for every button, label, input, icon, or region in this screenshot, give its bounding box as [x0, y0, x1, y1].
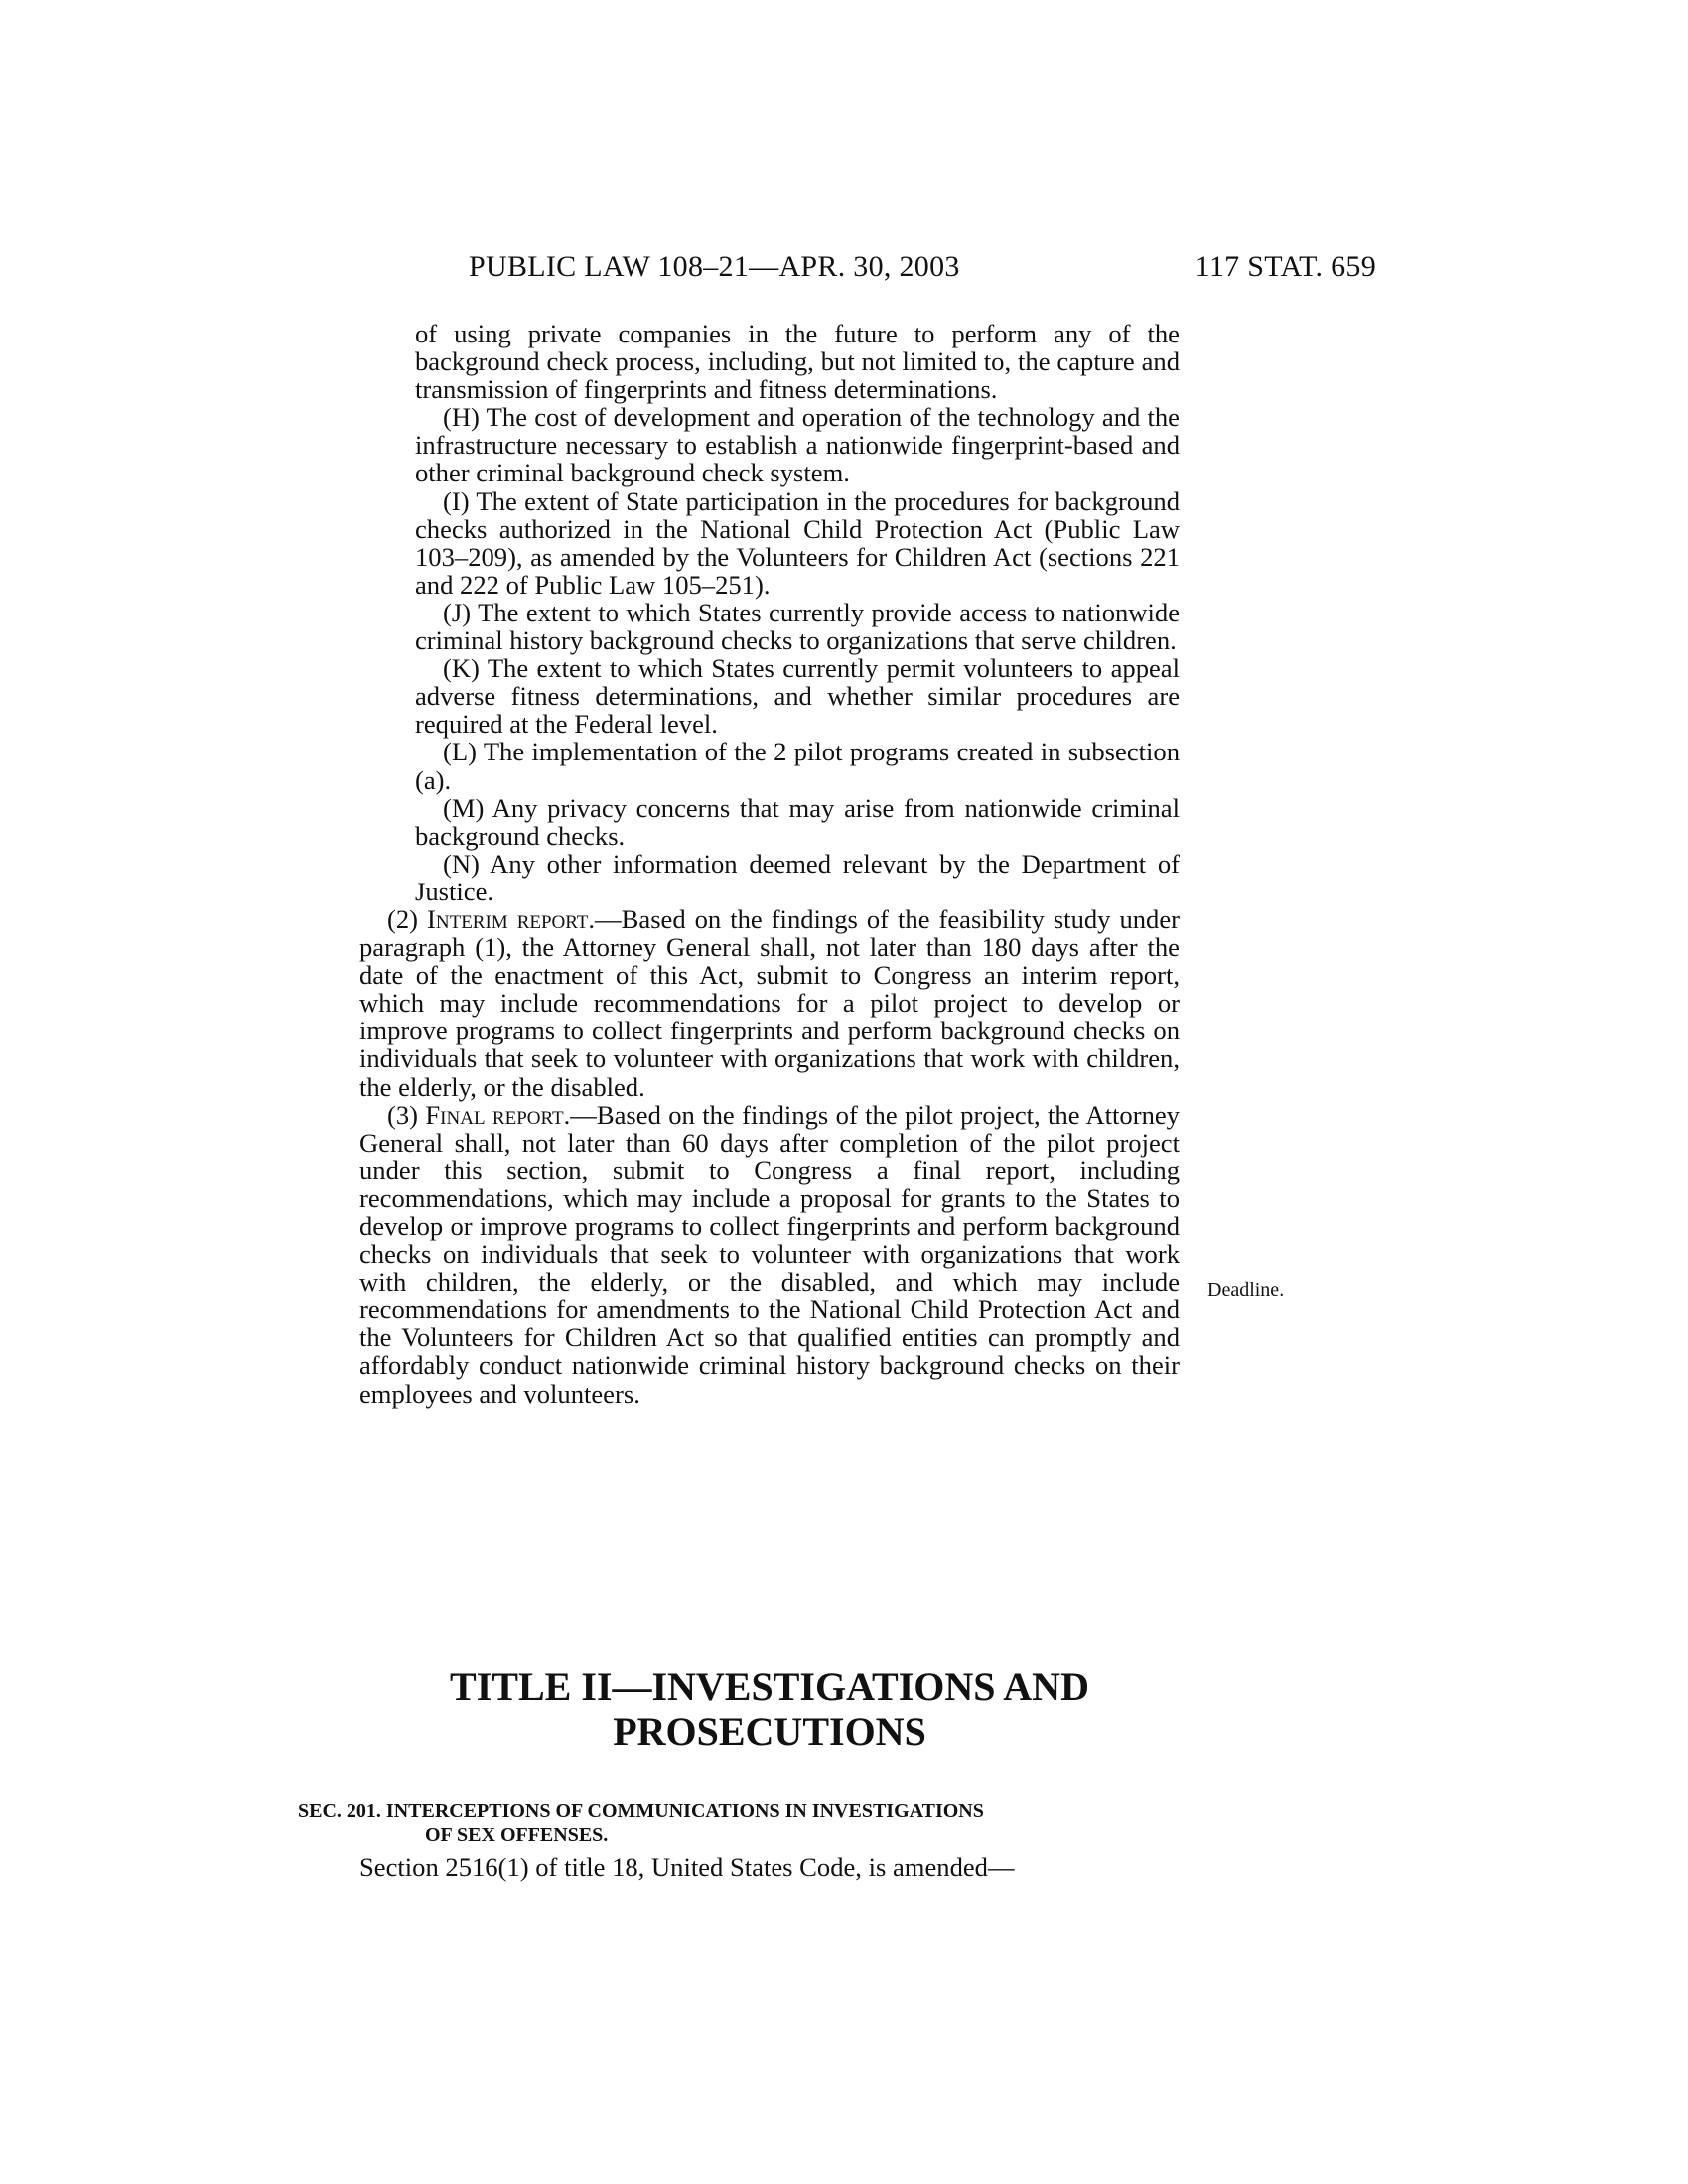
header-stat-page: 117 STAT. 659	[1195, 250, 1376, 283]
title-line-1: TITLE II—INVESTIGATIONS AND	[450, 1664, 1089, 1708]
subparagraph-m: (M) Any privacy concerns that may arise from nationwide criminal background checks.	[415, 792, 1180, 851]
paragraph-list	[359, 905, 1180, 1408]
subparagraph-k: (K) The extent to which States currently permit volunteers to appeal adverse fitness determinations, and whether similar procedures are required at the Federal level.	[415, 653, 1180, 740]
subparagraph-n: (N) Any other information deemed relevant by the Department of Justice.	[415, 848, 1180, 906]
subparagraph-g-continued: of using private companies in the future to perform any of the background check process, including, but not limited to, the capture and transmission of fingerprints and fitness determinations.	[415, 319, 1180, 405]
title-line-2: PROSECUTIONS	[613, 1709, 926, 1754]
section-201-first-line: Section 2516(1) of title 18, United States Code, is amended—	[359, 1852, 1015, 1882]
subparagraph-list	[359, 320, 1180, 905]
subparagraph-l: (L) The implementation of the 2 pilot programs created in subsection (a).	[415, 737, 1180, 795]
section-heading	[298, 1799, 1180, 1846]
paragraph-2-interim-report	[359, 905, 1180, 1101]
subparagraph-h: (H) The cost of development and operation of the technology and the infrastructure necessary to establish a nationwide fingerprint-based and other criminal background check system.	[415, 402, 1180, 488]
paragraph-3-label: (3)	[387, 1099, 426, 1130]
header-public-law: PUBLIC LAW 108–21—APR. 30, 2003	[469, 250, 960, 283]
paragraph-2-text: .—Based on the findings of the feasibility study under paragraph (1), the Attorney General shall, not later than 180 days after the date of the enactment of this Act, submit to Congress an interim report, which may include recommendations for a pilot project to develop or improve programs to collect fingerprints and perform background checks on individuals that seek to volunteer with organizations that work with children, the elderly, or the disabled.	[359, 903, 1180, 1102]
section-heading-line-2: OF SEX OFFENSES.	[425, 1824, 609, 1845]
paragraph-2-label: (2)	[387, 903, 428, 934]
paragraph-3-heading: Final report	[425, 1099, 564, 1130]
subparagraph-j: (J) The extent to which States currently provide access to nationwide criminal history background checks to organizations that serve children.	[415, 597, 1180, 656]
paragraph-2-heading: Interim report	[427, 903, 589, 934]
marginal-note-deadline: Deadline.	[1207, 1279, 1285, 1300]
section-heading-line-1: SEC. 201. INTERCEPTIONS OF COMMUNICATIONS IN INVESTIGATIONS	[298, 1800, 984, 1822]
subparagraph-i: (I) The extent of State participation in the procedures for background checks authorized in the National Child Protection Act (Public Law 103–209), as amended by the Volunteers for Children Act (sections 221 and 222 of Public Law 105–251).	[415, 485, 1180, 600]
paragraph-3-final-report	[359, 1101, 1180, 1408]
running-header	[469, 250, 1376, 290]
body-text	[359, 320, 1180, 1408]
paragraph-3-text: .—Based on the findings of the pilot project, the Attorney General shall, not later than 60 days after completion of the pilot project under this section, submit to Congress a final report, including recommendations, which may include a proposal for grants to the States to develop or improve programs to collect fingerprints and perform background checks on individuals that seek to volunteer with organizations that work with children, the elderly, or the disabled, and which may include recommendations for amendments to the National Child Protection Act and the Volunteers for Children Act so that qualified entities can promptly and affordably conduct nationwide criminal history background checks on their employees and volunteers.	[359, 1099, 1180, 1409]
section-201-text	[359, 1852, 1180, 1883]
title-heading	[359, 1664, 1180, 1755]
